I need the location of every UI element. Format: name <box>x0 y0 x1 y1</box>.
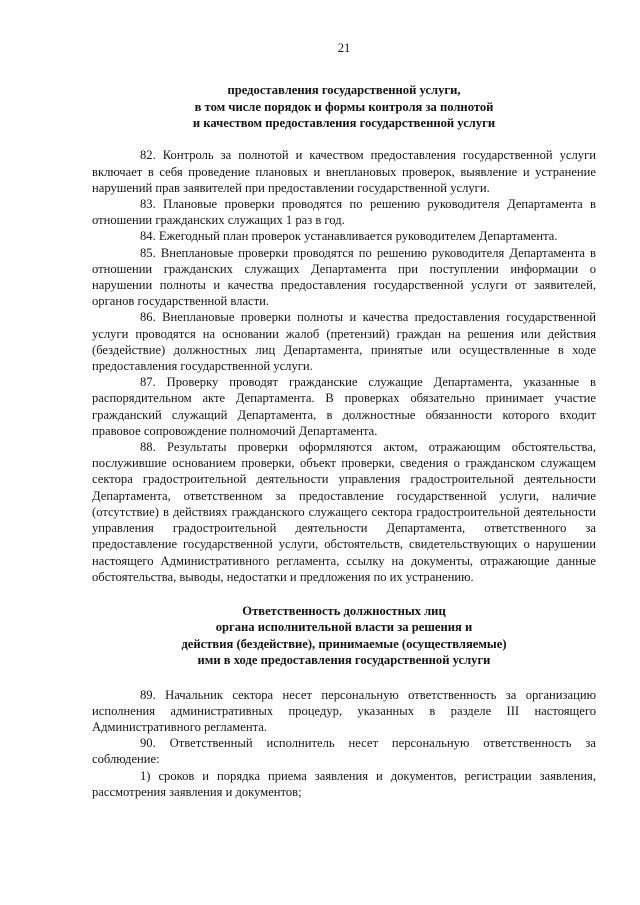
paragraph-90-item-1: 1) сроков и порядка приема заявления и документов, регистрации заявления, рассмотрения заявления и документов; <box>92 768 596 799</box>
heading-line: предоставления государственной услуги, <box>227 83 461 98</box>
section-control-body <box>92 147 596 584</box>
paragraph-83: 83. Плановые проверки проводятся по решению руководителя Департамента в отношении гражданских служащих 1 раз в год. <box>92 197 596 228</box>
paragraph-86: 86. Внеплановые проверки полноты и качества предоставления государственной услуги проводятся на основании жалоб (претензий) граждан на решения или действия (бездействие) должностных лиц Департамента, принятые или осуществленные в ходе предоставления государственной услуги. <box>92 310 596 374</box>
heading-line: в том числе порядок и формы контроля за полнотой <box>194 99 494 114</box>
paragraph-89: 89. Начальник сектора несет персональную ответственность за организацию исполнения административных процедур, указанных в разделе III настоящего Административного регламента. <box>92 687 596 734</box>
heading-line: действия (бездействие), принимаемые (осуществляемые) <box>181 636 507 651</box>
section-heading-control <box>92 82 596 131</box>
heading-line: Ответственность должностных лиц <box>242 603 446 618</box>
page-number: 21 <box>337 41 351 55</box>
paragraph-85: 85. Внеплановые проверки проводятся по решению руководителя Департамента в отношении гражданских служащих Департамента при поступлении информации о нарушении полноты и качества предоставления государственной услуги от заявителей, органов государственной власти. <box>92 245 596 309</box>
heading-line: органа исполнительной власти за решения и <box>215 620 473 635</box>
heading-line: и качеством предоставления государственной услуги <box>192 116 496 131</box>
paragraph-82: 82. Контроль за полнотой и качеством предоставления государственной услуги включает в себя проведение плановых и внеплановых проверок, выявление и устранение нарушений прав заявителей при предоставлении государственной услуги. <box>92 148 596 195</box>
section-responsibility-body <box>92 687 596 800</box>
section-heading-responsibility <box>92 603 596 669</box>
paragraph-87: 87. Проверку проводят гражданские служащие Департамента, указанные в распорядительном акте Департамента. В проверках обязательно принимает участие гражданский служащий Департамента, в должностные обязанности которого входит правовое сопровождение полномочий Департамента. <box>92 375 596 438</box>
paragraph-90: 90. Ответственный исполнитель несет персональную ответственность за соблюдение: <box>92 736 596 767</box>
paragraph-88: 88. Результаты проверки оформляются актом, отражающим обстоятельства, послужившие основанием проверки, объект проверки, сведения о гражданском служащем сектора градостроительной деятельности управления градостроительной деятельности Департамента, ответственном за предоставление государственной услуги, наличие (отсутствие) в действиях гражданского служащего сектора градостроительной деятельности управления градостроительной деятельности Департамента, ответственного за предоставление государственной услуги, обстоятельств, свидетельствующих о нарушении настоящего Административного регламента, ссылку на документы, отражающие данные обстоятельства, выводы, недостатки и предложения по их устранению. <box>92 440 596 584</box>
heading-line: ими в ходе предоставления государственной услуги <box>197 653 491 668</box>
paragraph-84: 84. Ежегодный план проверок устанавливается руководителем Департамента. <box>140 229 558 244</box>
